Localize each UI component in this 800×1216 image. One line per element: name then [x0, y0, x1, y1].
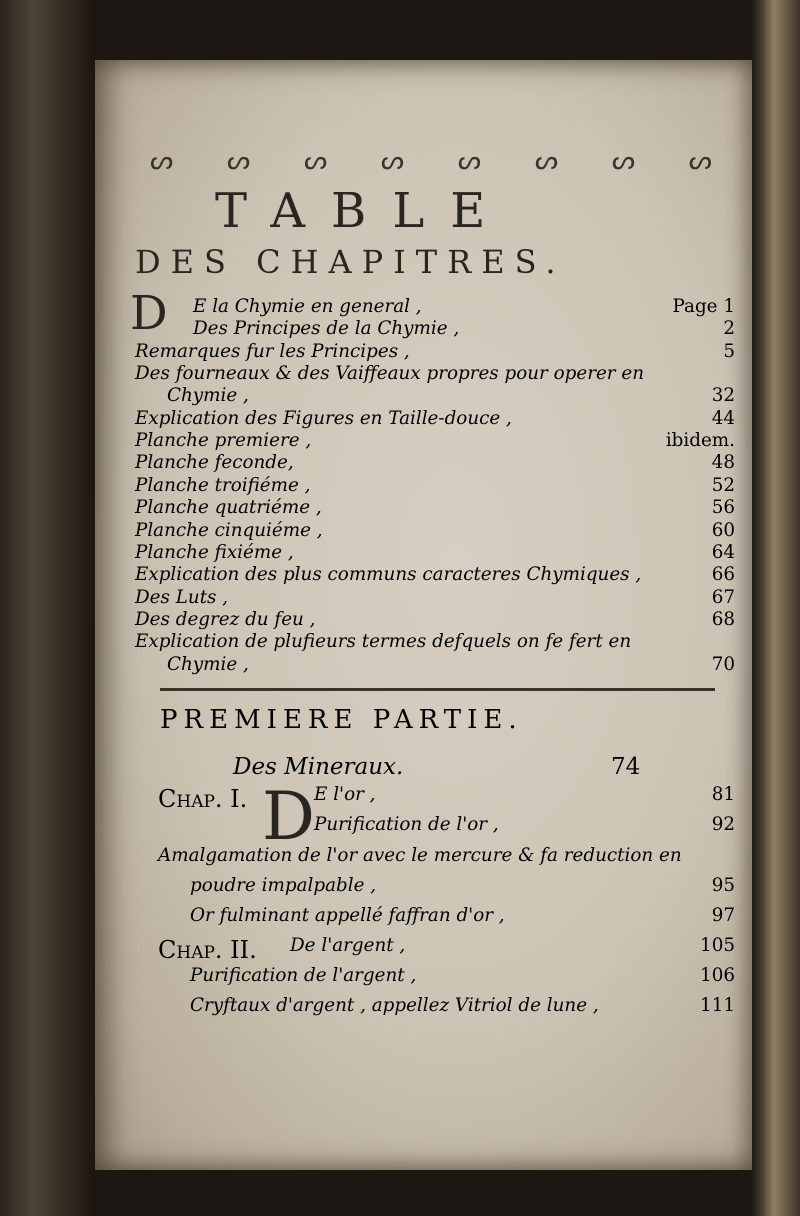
toc-entry-label: Remarques fur les Principes ,	[135, 340, 410, 362]
toc-entry-page: 52	[711, 474, 735, 496]
toc-entry-page: 56	[711, 497, 735, 519]
toc-entry-label: Des Luts ,	[135, 586, 229, 608]
page-title: TABLE	[215, 183, 512, 239]
toc-entry-label: Planche troifiéme ,	[135, 474, 311, 496]
toc-entry-label: poudre impalpable ,	[190, 875, 377, 896]
toc-entry-label: Chymie ,	[167, 385, 249, 407]
toc-entry	[190, 875, 735, 897]
toc-entry	[135, 341, 735, 363]
toc-entry-label: Or fulminant appellé faffran d'or ,	[190, 905, 505, 926]
header-ornament	[150, 147, 710, 175]
toc-entry-label: Planche feconde,	[135, 452, 294, 474]
toc-entry-page: 64	[711, 541, 735, 563]
toc-entry-page: 67	[711, 586, 735, 608]
toc-entry-label: Chymie ,	[167, 653, 249, 675]
ornament-glyph: ᔕ	[457, 146, 480, 176]
ornament-glyph: ᔕ	[688, 146, 710, 176]
toc-entry-label: Explication des Figures en Taille-douce ,	[135, 407, 512, 429]
dropcap-letter: D	[130, 286, 168, 341]
toc-entry-page: 5	[723, 340, 735, 362]
toc-entry-page: 106	[700, 965, 735, 986]
ornament-glyph: ᔕ	[303, 146, 326, 176]
toc-entry-page: 95	[711, 875, 735, 896]
ornament-glyph: ᔕ	[534, 146, 557, 176]
toc-entry-page: 44	[711, 407, 735, 429]
ornament-glyph: ᔕ	[226, 146, 249, 176]
toc-entry	[135, 654, 735, 676]
chapter-label: Chap. I.	[158, 785, 248, 813]
toc-entry	[135, 609, 735, 631]
dropcap-letter: D	[262, 778, 315, 855]
toc-entry-label: De l'argent ,	[290, 935, 406, 956]
toc-entry-page: 81	[711, 784, 735, 805]
ornament-glyph: ᔕ	[380, 146, 403, 176]
ornament-glyph: ᔕ	[150, 146, 172, 176]
toc-entry-label: Planche quatriéme ,	[135, 497, 322, 519]
toc-entry-page: 68	[711, 608, 735, 630]
toc-entry-label: E la Chymie en general ,	[193, 296, 422, 317]
toc-entry-label: Des degrez du feu ,	[135, 608, 316, 630]
toc-entry-page: Page 1	[672, 296, 735, 317]
toc-entry-label: E l'or ,	[314, 784, 376, 805]
toc-entry-label: Planche premiere ,	[135, 430, 312, 452]
toc-entry	[190, 965, 735, 987]
toc-entry	[135, 587, 735, 609]
toc-entry-page: ibidem.	[665, 430, 735, 452]
toc-entry	[135, 430, 735, 452]
toc-entry-page: 111	[700, 995, 735, 1016]
toc-entry	[135, 318, 735, 340]
toc-entry-label: Planche cinquiéme ,	[135, 519, 323, 541]
toc-entry-page: 32	[711, 385, 735, 407]
toc-entry-page: 105	[700, 935, 735, 956]
part-title: PREMIERE PARTIE.	[160, 705, 523, 735]
toc-entry-page: 60	[711, 519, 735, 541]
toc-entry	[158, 845, 735, 867]
toc-entry	[135, 497, 735, 519]
toc-entry	[135, 363, 735, 385]
toc-entry-label: Cryftaux d'argent , appellez Vitriol de lune ,	[190, 995, 599, 1016]
toc-entry	[190, 905, 735, 927]
toc-entry-label: Planche fixiéme ,	[135, 541, 294, 563]
toc-entry-label: Purification de l'or ,	[314, 814, 499, 835]
toc-entry-label: Purification de l'argent ,	[190, 965, 417, 986]
toc-entry	[314, 784, 735, 806]
adjacent-page-edge	[752, 0, 800, 1216]
toc-entry-label: Des Principes de la Chymie ,	[193, 318, 460, 340]
toc-entry	[135, 385, 735, 407]
toc-entry	[135, 542, 735, 564]
page-subtitle: DES CHAPITRES.	[135, 243, 566, 281]
toc-entry	[135, 408, 735, 430]
book-binding-left	[0, 0, 95, 1216]
toc-entry-label: Explication des plus communs caracteres Chymiques ,	[135, 564, 642, 586]
toc-entry-page: 66	[711, 564, 735, 586]
toc-entry	[314, 814, 735, 836]
toc-entry-page: 48	[711, 452, 735, 474]
toc-entry	[135, 475, 735, 497]
toc-entry	[135, 296, 735, 318]
toc-entry-label: Explication de plufieurs termes defquels on fe fert en	[135, 631, 632, 653]
toc-entry	[135, 631, 735, 653]
toc-entry-page: 92	[711, 814, 735, 835]
toc-entry-page: 70	[711, 653, 735, 675]
chapter-label: Chap. II.	[158, 936, 257, 964]
toc-entry	[135, 452, 735, 474]
toc-entry-label: Des fourneaux & des Vaiffeaux propres pour operer en	[135, 363, 645, 385]
toc-entry-page: 97	[711, 905, 735, 926]
ornament-glyph: ᔕ	[611, 146, 633, 176]
toc-entry	[135, 520, 735, 542]
toc-entry	[290, 935, 735, 957]
toc-entry-label: Amalgamation de l'or avec le mercure & fa reduction en	[158, 845, 682, 866]
section-heading-page: 74	[611, 754, 641, 780]
section-heading-label: Des Mineraux.	[233, 754, 404, 780]
toc-entry	[135, 564, 735, 586]
toc-entry-page: 2	[723, 318, 735, 340]
toc-entry	[190, 995, 735, 1017]
section-divider	[160, 688, 715, 691]
